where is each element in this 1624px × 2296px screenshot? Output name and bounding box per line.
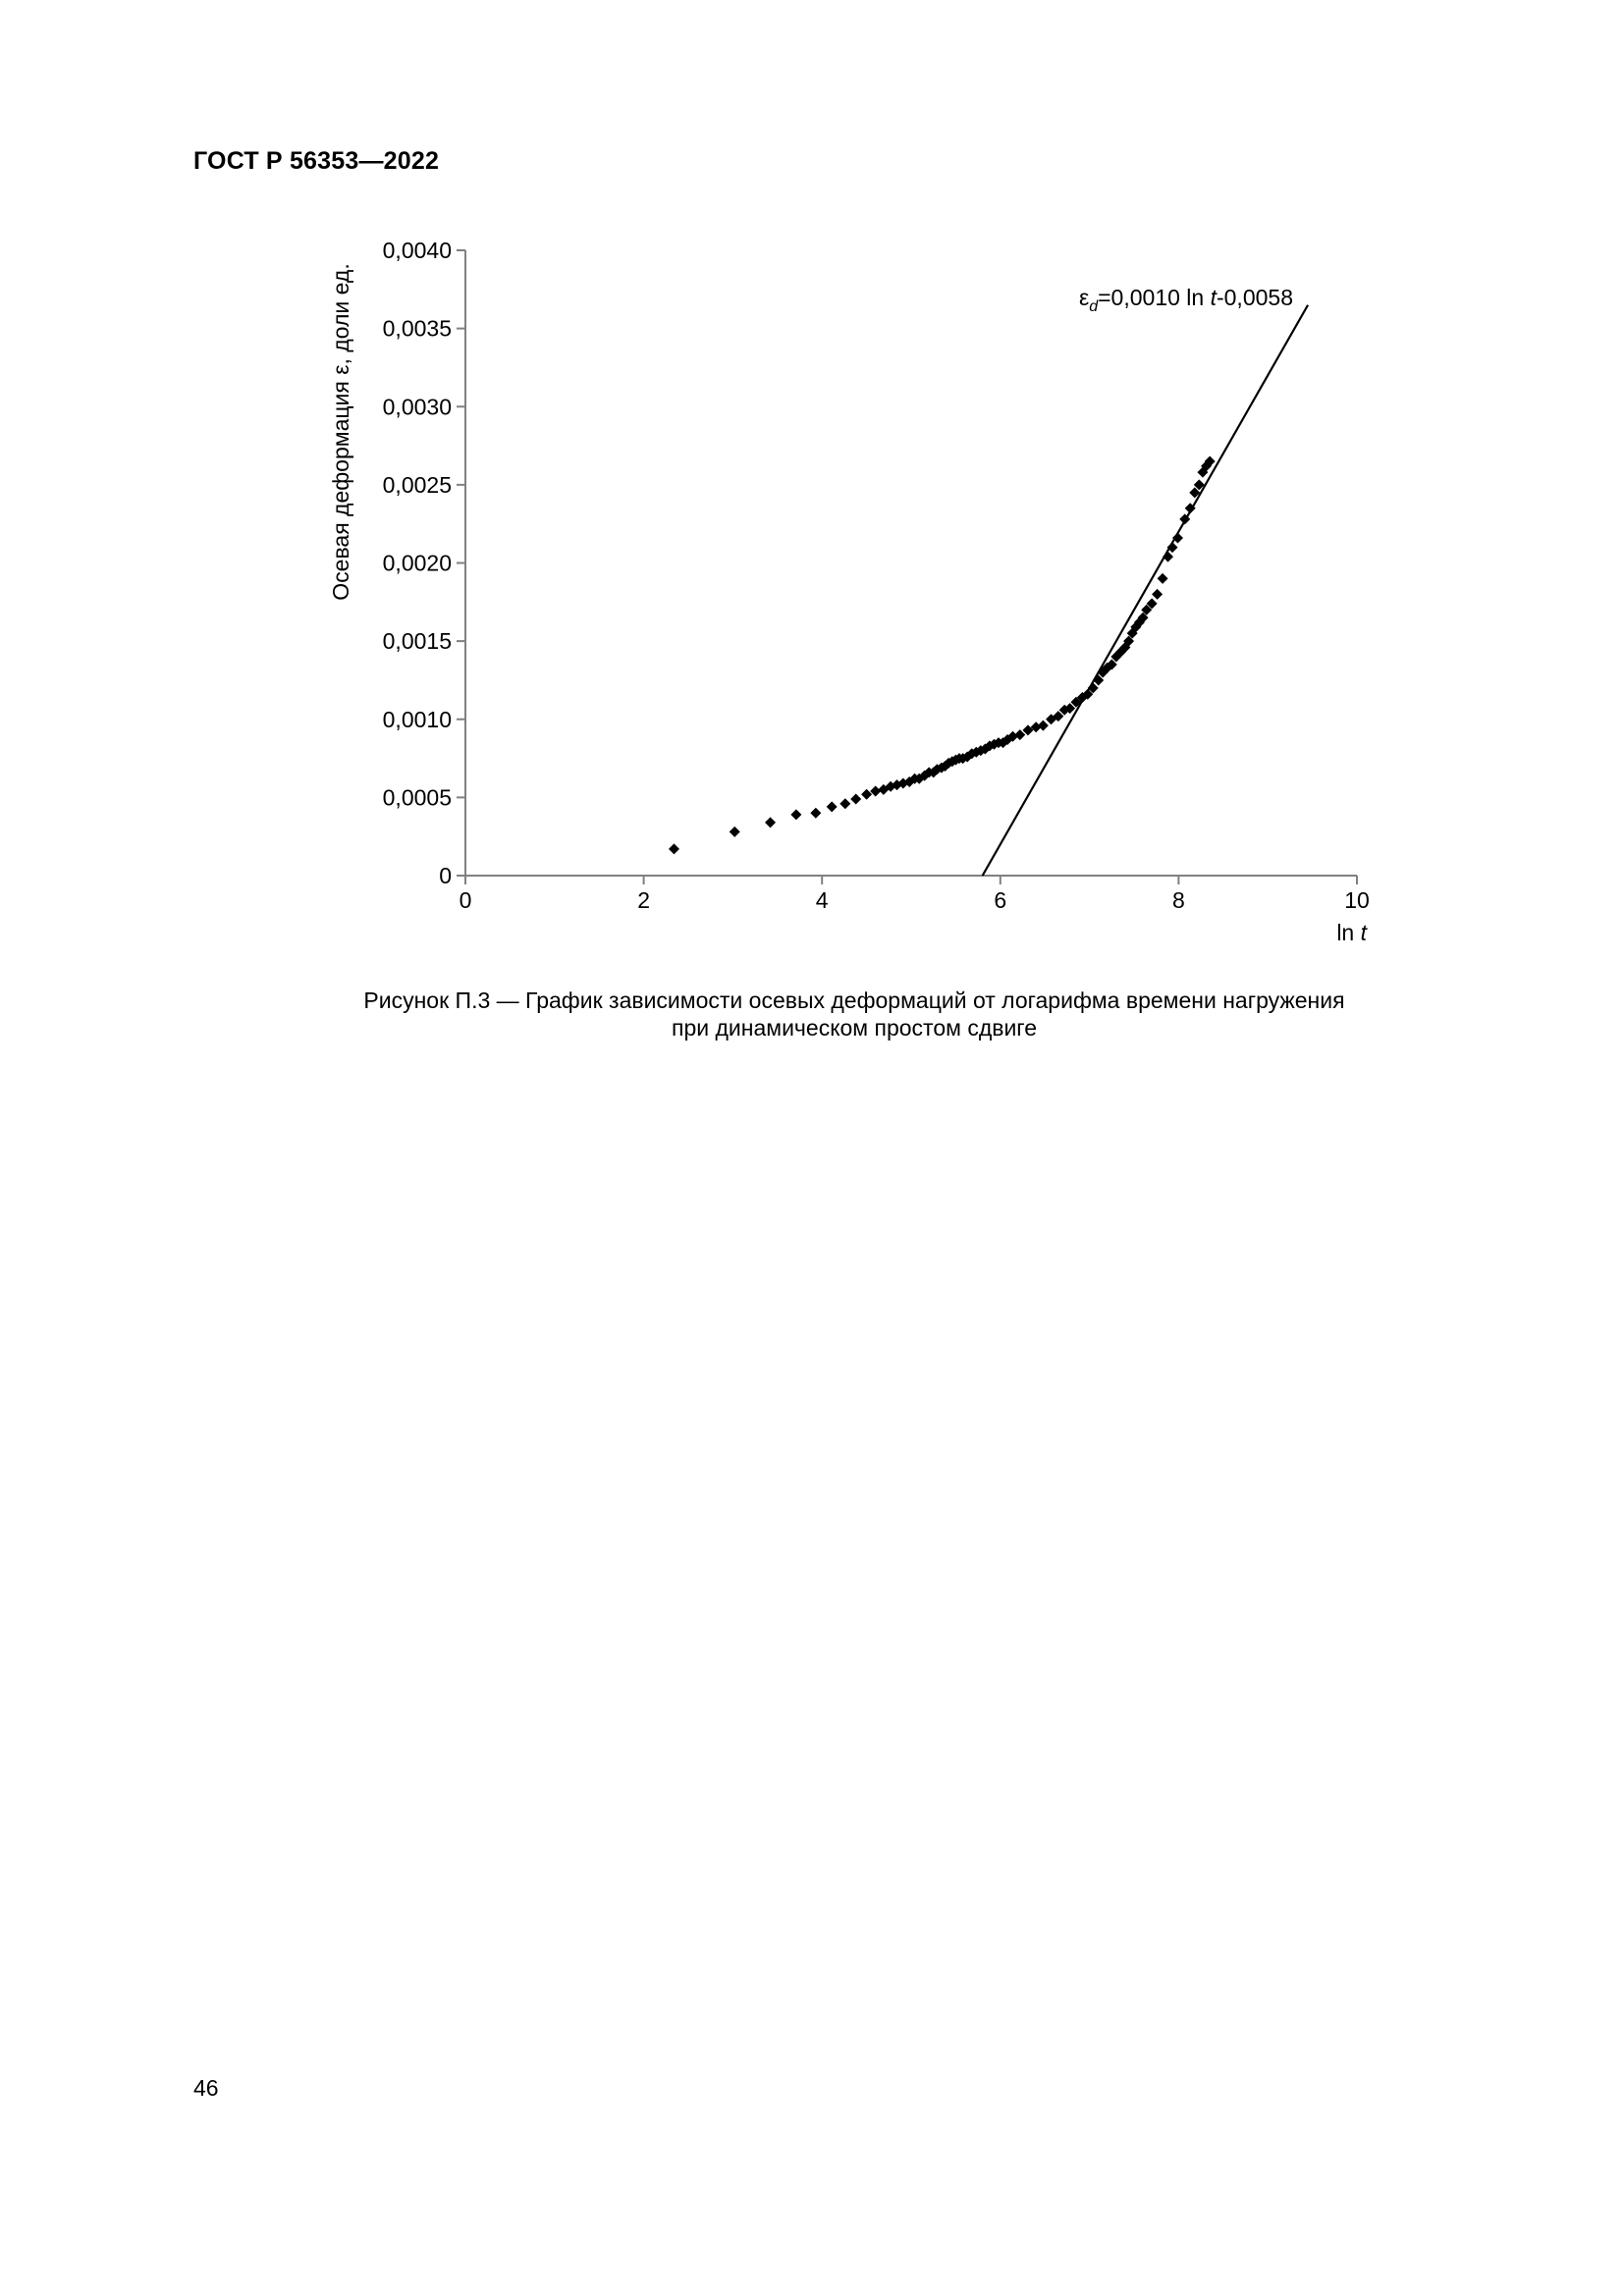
y-tick-label: 0 bbox=[439, 863, 452, 888]
x-tick-label: 4 bbox=[815, 887, 829, 913]
data-point bbox=[810, 808, 821, 819]
y-tick-label: 0,0010 bbox=[382, 706, 452, 732]
data-point bbox=[1152, 589, 1163, 600]
x-tick-label: 0 bbox=[459, 887, 472, 913]
y-tick-label: 0,0015 bbox=[382, 628, 452, 655]
trendline-equation: $\varepsilon_d=0,0010$ ln t-0,0058 bbox=[1078, 285, 1293, 315]
y-tick-label: 0,0030 bbox=[382, 394, 452, 420]
y-tick-label: 0,0025 bbox=[382, 471, 452, 498]
x-tick-label: 10 bbox=[1344, 887, 1370, 913]
data-point bbox=[730, 827, 740, 837]
data-point bbox=[790, 809, 801, 820]
y-tick-label: 0,0020 bbox=[382, 550, 452, 576]
caption-line-2: при динамическом простом сдвиге bbox=[672, 1015, 1037, 1041]
plot-area bbox=[383, 238, 1370, 913]
x-tick-label: 2 bbox=[637, 887, 650, 913]
chart-svg bbox=[0, 0, 1624, 982]
x-tick-label: 6 bbox=[994, 887, 1007, 913]
data-point bbox=[1038, 721, 1049, 731]
y-tick-label: 0,0035 bbox=[382, 315, 452, 342]
y-axis-label: Осевая деформация ε, доли ед. bbox=[328, 263, 353, 601]
data-point bbox=[839, 798, 850, 809]
x-axis-label: ln t bbox=[1336, 920, 1367, 945]
document-header: ГОСТ Р 56353—2022 bbox=[193, 147, 440, 175]
data-point bbox=[850, 793, 861, 804]
trendline bbox=[983, 305, 1308, 876]
caption-line-1: Рисунок П.3 — График зависимости осевых деформаций от логарифма времени нагружения bbox=[363, 988, 1345, 1013]
figure-caption bbox=[245, 987, 1463, 1041]
data-point bbox=[765, 817, 776, 828]
data-markers bbox=[669, 455, 1216, 854]
x-tick-label: 8 bbox=[1172, 887, 1185, 913]
y-tick-label: 0,0040 bbox=[382, 238, 452, 263]
data-point bbox=[861, 789, 872, 800]
data-point bbox=[669, 843, 679, 854]
chart-container bbox=[0, 0, 1624, 982]
data-point bbox=[827, 801, 838, 812]
data-point bbox=[1158, 573, 1168, 584]
page-number: 46 bbox=[193, 2075, 219, 2101]
data-point bbox=[870, 786, 881, 797]
y-tick-label: 0,0005 bbox=[382, 784, 452, 811]
